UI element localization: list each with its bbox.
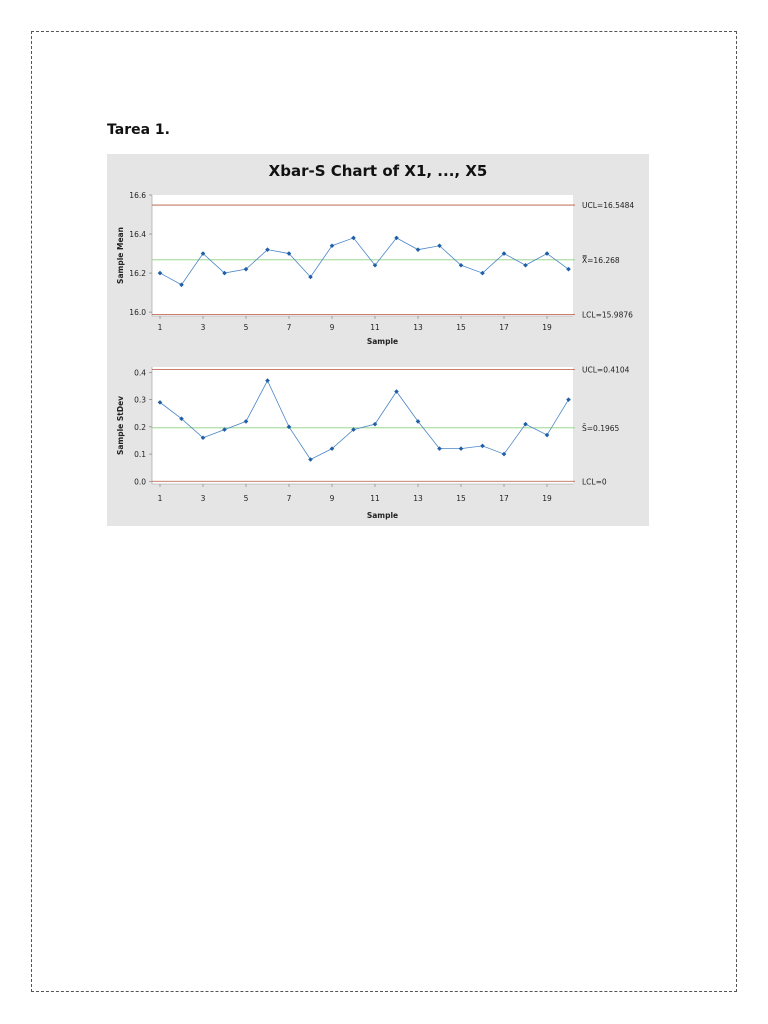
stdev-y-tick-label: 0.3: [134, 395, 146, 405]
mean-plot-area: [152, 195, 573, 316]
mean-x-tick-label: 13: [413, 323, 423, 332]
stdev-ucl-label: UCL=0.4104: [582, 365, 630, 375]
mean-x-tick-label: 3: [200, 323, 206, 332]
xbar-s-chart: [107, 154, 649, 526]
stdev-y-tick-label: 0.4: [134, 368, 146, 378]
stdev-y-tick-label: 0.1: [134, 450, 146, 460]
chart-title: Xbar-S Chart of X1, ..., X5: [268, 162, 488, 180]
mean-y-tick-label: 16.4: [129, 230, 146, 240]
stdev-y-tick-label: 0.2: [134, 422, 146, 432]
mean-x-tick-label: 5: [243, 323, 249, 332]
mean-center-label: X̿=16.268: [582, 255, 620, 265]
stdev-x-tick-label: 17: [499, 494, 509, 503]
stdev-x-tick-label: 11: [370, 494, 380, 503]
mean-y-tick-label: 16.6: [129, 191, 146, 200]
chart-canvas: [107, 154, 649, 526]
stdev-lcl-label: LCL=0: [582, 477, 607, 487]
mean-x-tick-label: 9: [329, 323, 335, 332]
mean-x-tick-label: 11: [370, 323, 380, 332]
mean-x-tick-label: 17: [499, 323, 509, 332]
mean-y-tick-label: 16.0: [129, 308, 146, 318]
mean-x-tick-label: 15: [456, 323, 466, 332]
stdev-center-label: S̄=0.1965: [582, 423, 620, 433]
mean-lcl-label: LCL=15.9876: [582, 310, 633, 320]
mean-x-tick-label: 7: [286, 323, 292, 332]
stdev-y-tick-label: 0.0: [134, 477, 146, 487]
stdev-x-tick-label: 7: [286, 494, 292, 503]
mean-x-tick-label: 1: [157, 323, 163, 332]
stdev-x-tick-label: 13: [413, 494, 423, 503]
document-heading: Tarea 1.: [107, 122, 170, 138]
stdev-x-tick-label: 3: [200, 494, 206, 503]
stdev-x-tick-label: 5: [243, 494, 249, 503]
mean-y-axis-title: Sample Mean: [116, 227, 125, 284]
mean-ucl-label: UCL=16.5484: [582, 201, 635, 211]
mean-x-tick-label: 19: [542, 323, 552, 332]
stdev-x-tick-label: 1: [157, 494, 163, 503]
mean-x-axis-title: Sample: [366, 337, 399, 346]
stdev-y-axis-title: Sample StDev: [116, 395, 125, 456]
stdev-x-tick-label: 9: [329, 494, 335, 503]
stdev-x-tick-label: 19: [542, 494, 552, 503]
stdev-x-tick-label: 15: [456, 494, 466, 503]
stdev-plot-area: [152, 367, 573, 484]
mean-y-tick-label: 16.2: [129, 269, 146, 279]
stdev-x-axis-title: Sample: [366, 511, 399, 520]
